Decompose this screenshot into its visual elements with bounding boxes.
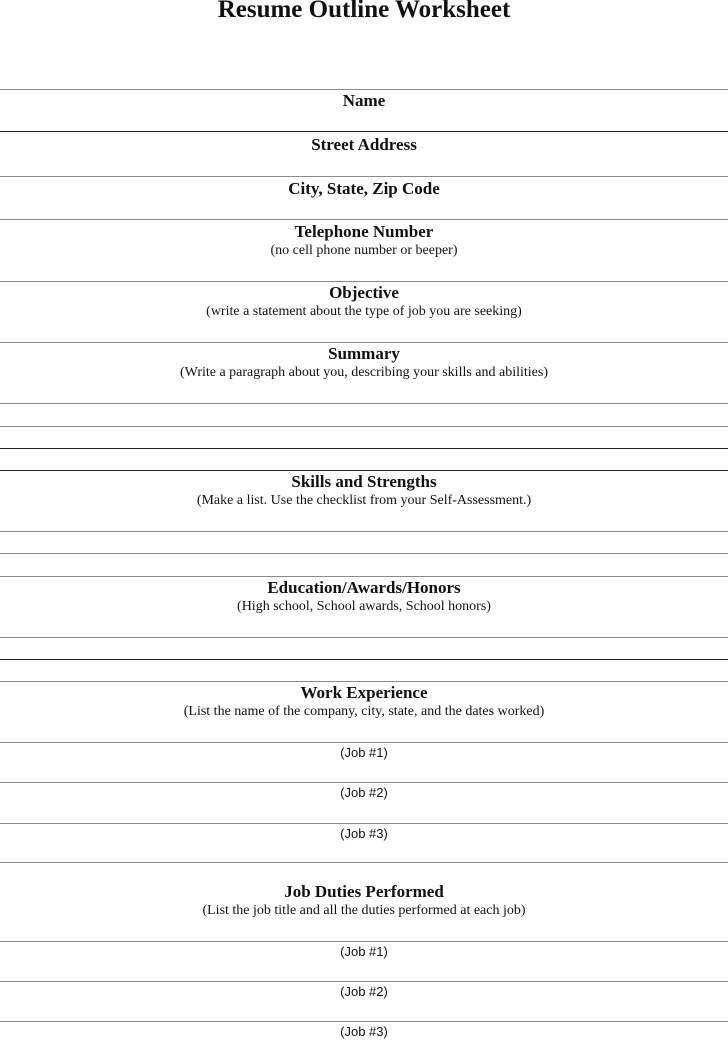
section-instruction: (List the name of the company, city, state, and the dates worked): [183, 704, 545, 719]
form-line: [0, 131, 728, 132]
section-summary: [0, 344, 728, 382]
duties-job-1-label: (Job #1): [340, 944, 388, 959]
section-heading: Objective: [329, 283, 399, 302]
form-line: [0, 681, 728, 682]
form-line: [0, 470, 728, 471]
section-telephone: [0, 222, 728, 260]
form-line: [0, 448, 728, 449]
section-instruction: (Make a list. Use the checklist from your Self-Assessment.): [196, 493, 532, 508]
form-line: [0, 176, 728, 177]
work-job-1-label: (Job #1): [340, 745, 388, 760]
form-line: [0, 637, 728, 638]
form-line: [0, 823, 728, 824]
page-title: Resume Outline Worksheet: [217, 0, 511, 23]
section-education: [0, 578, 728, 616]
duties-job-2-label: (Job #2): [340, 984, 388, 999]
section-work-experience: [0, 683, 728, 721]
form-line: [0, 862, 728, 863]
section-instruction: (no cell phone number or beeper): [270, 243, 458, 258]
section-street-address: [0, 135, 728, 155]
form-line: [0, 219, 728, 220]
section-heading: City, State, Zip Code: [288, 179, 440, 198]
section-instruction: (write a statement about the type of job you are seeking): [206, 304, 522, 319]
section-heading: Summary: [328, 344, 400, 363]
section-heading: Name: [342, 91, 386, 110]
form-line: [0, 89, 728, 90]
work-job-2-label: (Job #2): [340, 785, 388, 800]
form-line: [0, 941, 728, 942]
form-line: [0, 981, 728, 982]
section-heading: Telephone Number: [294, 222, 434, 241]
section-instruction: (Write a paragraph about you, describing your skills and abilities): [180, 365, 548, 380]
section-job-duties: [0, 882, 728, 920]
section-name: [0, 91, 728, 111]
section-heading: Job Duties Performed: [284, 882, 444, 901]
form-line: [0, 553, 728, 554]
section-objective: [0, 283, 728, 321]
form-line: [0, 576, 728, 577]
section-heading: Education/Awards/Honors: [267, 578, 461, 597]
form-line: [0, 742, 728, 743]
section-heading: Street Address: [311, 135, 417, 154]
duties-job-3-label: (Job #3): [340, 1024, 388, 1039]
form-line: [0, 1021, 728, 1022]
section-skills: [0, 472, 728, 510]
work-job-3-label: (Job #3): [340, 826, 388, 841]
form-line: [0, 782, 728, 783]
section-instruction: (High school, School awards, School honors): [237, 599, 491, 614]
form-line: [0, 426, 728, 427]
section-city-state-zip: [0, 179, 728, 199]
form-line: [0, 659, 728, 660]
section-instruction: (List the job title and all the duties performed at each job): [202, 903, 526, 918]
form-line: [0, 403, 728, 404]
section-heading: Skills and Strengths: [291, 472, 437, 491]
form-line: [0, 342, 728, 343]
form-line: [0, 281, 728, 282]
form-line: [0, 531, 728, 532]
section-heading: Work Experience: [300, 683, 428, 702]
